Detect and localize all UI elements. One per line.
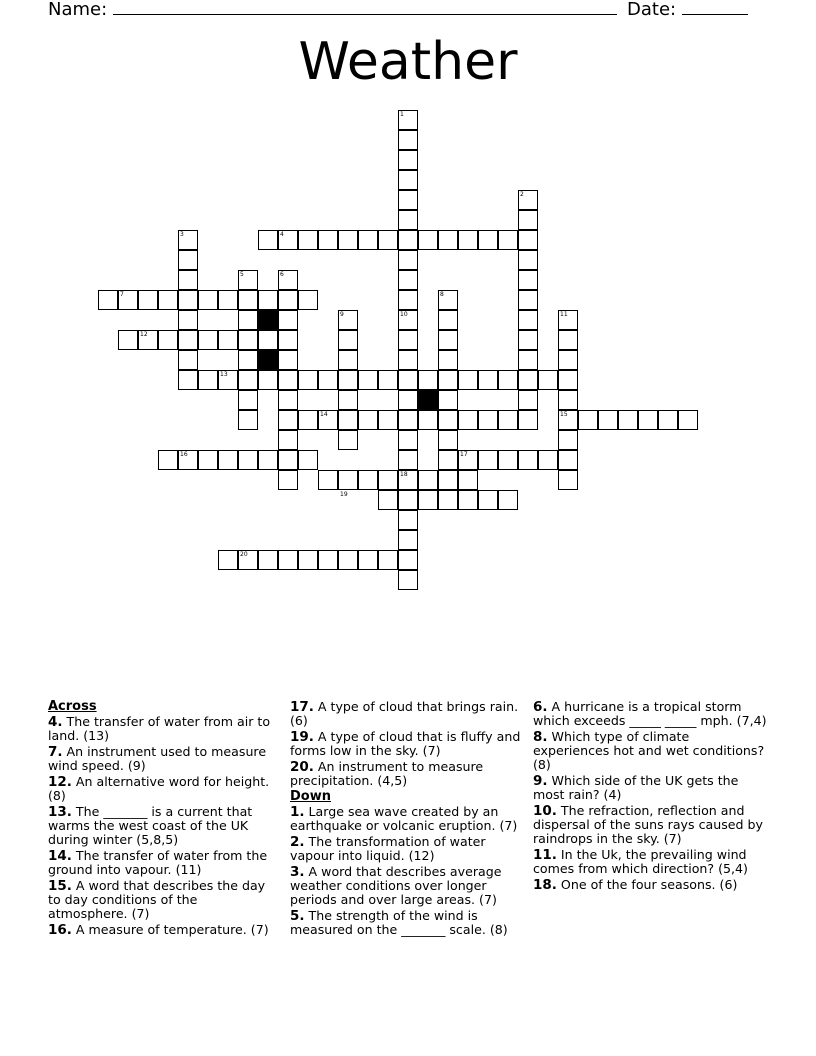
grid-cell[interactable]	[678, 410, 698, 430]
grid-cell[interactable]	[558, 330, 578, 350]
grid-cell[interactable]	[438, 390, 458, 410]
clue-number: 8.	[533, 729, 548, 745]
grid-cell[interactable]	[398, 490, 418, 510]
grid-cell[interactable]	[338, 370, 358, 390]
grid-cell[interactable]	[258, 290, 278, 310]
grid-cell[interactable]	[438, 410, 458, 430]
grid-cell[interactable]	[458, 490, 478, 510]
grid-cell[interactable]	[438, 450, 458, 470]
clue-number: 14.	[48, 848, 72, 864]
grid-cell[interactable]	[278, 550, 298, 570]
grid-cell[interactable]	[398, 190, 418, 210]
grid-cell[interactable]	[398, 170, 418, 190]
grid-cell[interactable]	[558, 370, 578, 390]
grid-cell[interactable]	[518, 450, 538, 470]
grid-cell[interactable]	[338, 550, 358, 570]
grid-cell[interactable]	[558, 470, 578, 490]
clue-item	[290, 909, 526, 937]
grid-cell[interactable]	[358, 410, 378, 430]
clue-text: An instrument used to measure wind speed. (9)	[48, 744, 267, 773]
grid-cell[interactable]	[518, 350, 538, 370]
clue-text: A word that describes the day to day conditions of the atmosphere. (7)	[48, 878, 266, 921]
clue-number: 17.	[290, 699, 314, 715]
grid-cell[interactable]	[358, 470, 378, 490]
clue-text: A word that describes average weather conditions over longer periods and over large areas. (7)	[290, 864, 502, 907]
grid-cell[interactable]	[518, 230, 538, 250]
grid-cell[interactable]	[398, 570, 418, 590]
grid-cell[interactable]	[398, 230, 418, 250]
clue-number-16: 16	[180, 451, 188, 458]
grid-cell[interactable]	[258, 450, 278, 470]
clue-item	[48, 923, 280, 937]
grid-cell[interactable]	[178, 330, 198, 350]
clue-text: Which side of the UK gets the most rain? (4)	[533, 773, 739, 802]
grid-cell[interactable]	[238, 370, 258, 390]
clue-number-18: 18	[400, 471, 408, 478]
clue-number: 7.	[48, 744, 63, 760]
clue-item	[48, 805, 280, 847]
grid-cell[interactable]	[178, 290, 198, 310]
grid-cell[interactable]	[438, 330, 458, 350]
grid-cell[interactable]	[298, 410, 318, 430]
clue-text: Large sea wave created by an earthquake or volcanic eruption. (7)	[290, 804, 518, 833]
grid-cell[interactable]	[338, 350, 358, 370]
grid-cell[interactable]	[398, 130, 418, 150]
grid-cell[interactable]	[558, 430, 578, 450]
grid-cell[interactable]	[398, 510, 418, 530]
grid-cell[interactable]	[178, 370, 198, 390]
grid-cell[interactable]	[218, 450, 238, 470]
clue-number-7: 7	[120, 291, 124, 298]
grid-cell[interactable]	[358, 550, 378, 570]
grid-cell[interactable]	[438, 490, 458, 510]
grid-cell[interactable]	[218, 290, 238, 310]
grid-cell[interactable]	[498, 410, 518, 430]
clue-text: One of the four seasons. (6)	[556, 877, 738, 892]
grid-cell[interactable]	[398, 250, 418, 270]
grid-cell[interactable]	[398, 150, 418, 170]
clues-column-2	[290, 700, 526, 939]
date-label: Date:	[627, 0, 677, 20]
grid-cell[interactable]	[518, 290, 538, 310]
grid-cell[interactable]	[478, 370, 498, 390]
grid-cell[interactable]	[258, 370, 278, 390]
clue-number: 13.	[48, 804, 72, 820]
grid-cell[interactable]	[518, 310, 538, 330]
clue-number: 10.	[533, 803, 557, 819]
grid-cell[interactable]	[418, 410, 438, 430]
grid-cell[interactable]	[238, 330, 258, 350]
grid-cell[interactable]	[178, 270, 198, 290]
clue-number: 4.	[48, 714, 63, 730]
grid-cell[interactable]	[398, 450, 418, 470]
grid-cell[interactable]	[238, 450, 258, 470]
clue-item	[533, 774, 769, 802]
clue-text: A type of cloud that brings rain. (6)	[290, 699, 519, 728]
grid-cell[interactable]	[98, 290, 118, 310]
grid-cell[interactable]	[518, 410, 538, 430]
clue-number-20: 20	[240, 551, 248, 558]
across-heading: Across	[48, 699, 97, 714]
clue-item	[48, 745, 280, 773]
grid-cell[interactable]	[178, 310, 198, 330]
clue-number-8: 8	[440, 291, 444, 298]
clue-text: The strength of the wind is measured on the _______ scale. (8)	[290, 908, 508, 937]
grid-cell[interactable]	[518, 270, 538, 290]
clue-number-6: 6	[280, 271, 284, 278]
clue-item	[290, 835, 526, 863]
clue-number-5: 5	[240, 271, 244, 278]
clue-number: 5.	[290, 908, 305, 924]
grid-cell[interactable]	[418, 370, 438, 390]
clue-item	[533, 878, 769, 892]
black-square	[418, 390, 438, 410]
grid-cell[interactable]	[318, 230, 338, 250]
down-clue-list-continued	[533, 700, 769, 892]
clue-number: 16.	[48, 922, 72, 938]
clue-text: The _______ is a current that warms the west coast of the UK during winter (5,8,5)	[48, 804, 253, 847]
clue-number: 18.	[533, 877, 557, 893]
clue-item	[290, 805, 526, 833]
grid-cell[interactable]	[458, 470, 478, 490]
grid-cell[interactable]	[278, 330, 298, 350]
grid-cell[interactable]	[658, 410, 678, 430]
grid-cell[interactable]	[438, 470, 458, 490]
grid-cell[interactable]	[398, 430, 418, 450]
grid-cell[interactable]	[278, 370, 298, 390]
clue-item	[533, 730, 769, 772]
grid-cell[interactable]	[318, 470, 338, 490]
clue-number-3: 3	[180, 231, 184, 238]
grid-cell[interactable]	[438, 310, 458, 330]
name-label: Name:	[48, 0, 108, 20]
clue-number: 6.	[533, 699, 548, 715]
grid-cell[interactable]	[478, 490, 498, 510]
grid-cell[interactable]	[458, 410, 478, 430]
grid-cell[interactable]	[518, 390, 538, 410]
grid-cell[interactable]	[278, 450, 298, 470]
grid-cell[interactable]	[478, 230, 498, 250]
grid-cell[interactable]	[198, 450, 218, 470]
clue-text: A type of cloud that is fluffy and forms low in the sky. (7)	[290, 729, 521, 758]
grid-cell[interactable]	[598, 410, 618, 430]
grid-cell[interactable]	[558, 350, 578, 370]
grid-cell[interactable]	[298, 370, 318, 390]
grid-cell[interactable]	[438, 350, 458, 370]
down-clue-list	[290, 805, 526, 937]
grid-cell[interactable]	[158, 450, 178, 470]
grid-cell[interactable]	[618, 410, 638, 430]
clue-number-2: 2	[520, 191, 524, 198]
grid-cell[interactable]	[338, 470, 358, 490]
grid-cell[interactable]	[398, 550, 418, 570]
grid-cell[interactable]	[518, 330, 538, 350]
grid-cell[interactable]	[198, 290, 218, 310]
clue-text: The transfer of water from the ground into vapour. (11)	[48, 848, 268, 877]
clue-number: 9.	[533, 773, 548, 789]
clue-item	[533, 804, 769, 846]
grid-cell[interactable]	[178, 350, 198, 370]
grid-cell[interactable]	[558, 390, 578, 410]
grid-cell[interactable]	[418, 490, 438, 510]
grid-cell[interactable]	[518, 210, 538, 230]
grid-cell[interactable]	[338, 410, 358, 430]
grid-cell[interactable]	[398, 330, 418, 350]
clue-number-12: 12	[140, 331, 148, 338]
clue-number: 2.	[290, 834, 305, 850]
grid-cell[interactable]	[278, 350, 298, 370]
grid-cell[interactable]	[338, 330, 358, 350]
grid-cell[interactable]	[238, 310, 258, 330]
clue-number: 3.	[290, 864, 305, 880]
grid-cell[interactable]	[298, 450, 318, 470]
clue-item	[290, 760, 526, 788]
grid-cell[interactable]	[278, 290, 298, 310]
clue-text: The refraction, reflection and dispersal of the suns rays caused by raindrops in the sky. (7)	[533, 803, 763, 846]
grid-cell[interactable]	[498, 450, 518, 470]
page-title: Weather	[298, 32, 518, 92]
grid-cell[interactable]	[278, 390, 298, 410]
clue-text: The transformation of water vapour into liquid. (12)	[290, 834, 486, 863]
grid-cell[interactable]	[398, 270, 418, 290]
grid-cell[interactable]	[238, 350, 258, 370]
clue-item	[533, 848, 769, 876]
clue-item	[533, 700, 769, 728]
grid-cell[interactable]	[158, 330, 178, 350]
grid-cell[interactable]	[358, 370, 378, 390]
grid-cell[interactable]	[378, 550, 398, 570]
grid-cell[interactable]	[458, 230, 478, 250]
black-square	[258, 310, 278, 330]
grid-cell[interactable]	[338, 430, 358, 450]
clue-item	[290, 700, 526, 728]
clue-text: In the Uk, the prevailing wind comes from which direction? (5,4)	[533, 847, 748, 876]
clue-number-14: 14	[320, 411, 328, 418]
clue-number-1: 1	[400, 111, 404, 118]
grid-cell[interactable]	[378, 410, 398, 430]
grid-cell[interactable]	[218, 330, 238, 350]
grid-cell[interactable]	[498, 370, 518, 390]
clue-item	[290, 730, 526, 758]
clue-number: 19.	[290, 729, 314, 745]
grid-cell[interactable]	[418, 470, 438, 490]
clue-item	[48, 775, 280, 803]
grid-cell[interactable]	[378, 230, 398, 250]
grid-cell[interactable]	[438, 430, 458, 450]
grid-cell[interactable]	[478, 450, 498, 470]
grid-cell[interactable]	[198, 330, 218, 350]
grid-cell[interactable]	[418, 230, 438, 250]
grid-cell[interactable]	[398, 210, 418, 230]
grid-cell[interactable]	[258, 330, 278, 350]
clue-number-17: 17	[460, 451, 468, 458]
clue-number-9: 9	[340, 311, 344, 318]
grid-cell[interactable]	[338, 230, 358, 250]
grid-cell[interactable]	[298, 290, 318, 310]
clue-text: An alternative word for height. (8)	[48, 774, 270, 803]
grid-cell[interactable]	[278, 470, 298, 490]
grid-cell[interactable]	[398, 530, 418, 550]
clue-item	[48, 715, 280, 743]
grid-cell[interactable]	[318, 550, 338, 570]
clue-text: An instrument to measure precipitation. (4,5)	[290, 759, 484, 788]
grid-cell[interactable]	[198, 370, 218, 390]
grid-cell[interactable]	[578, 410, 598, 430]
grid-cell[interactable]	[538, 370, 558, 390]
clue-number-19: 19	[340, 491, 348, 498]
grid-cell[interactable]	[238, 290, 258, 310]
grid-cell[interactable]	[518, 250, 538, 270]
grid-cell[interactable]	[638, 410, 658, 430]
grid-cell[interactable]	[278, 430, 298, 450]
clue-item	[48, 849, 280, 877]
grid-cell[interactable]	[298, 550, 318, 570]
clue-item	[290, 865, 526, 907]
clue-number-4: 4	[280, 231, 284, 238]
grid-cell[interactable]	[378, 370, 398, 390]
clue-number-11: 11	[560, 311, 568, 318]
grid-cell[interactable]	[218, 550, 238, 570]
clue-number: 12.	[48, 774, 72, 790]
clue-text: Which type of climate experiences hot and wet conditions? (8)	[533, 729, 765, 772]
grid-cell[interactable]	[238, 390, 258, 410]
grid-cell[interactable]	[338, 390, 358, 410]
clue-item	[48, 879, 280, 921]
clue-text: A hurricane is a tropical storm which exceeds _____ _____ mph. (7,4)	[533, 699, 767, 728]
grid-cell[interactable]	[398, 290, 418, 310]
grid-cell[interactable]	[118, 330, 138, 350]
clue-number: 1.	[290, 804, 305, 820]
grid-cell[interactable]	[298, 230, 318, 250]
clue-number-13: 13	[220, 371, 228, 378]
clue-number: 15.	[48, 878, 72, 894]
grid-cell[interactable]	[318, 370, 338, 390]
grid-cell[interactable]	[458, 370, 478, 390]
grid-cell[interactable]	[498, 490, 518, 510]
grid-cell[interactable]	[558, 450, 578, 470]
grid-cell[interactable]	[138, 290, 158, 310]
clue-text: A measure of temperature. (7)	[71, 922, 269, 937]
grid-cell[interactable]	[398, 350, 418, 370]
clue-text: The transfer of water from air to land. (13)	[48, 714, 271, 743]
grid-cell[interactable]	[238, 410, 258, 430]
grid-cell[interactable]	[398, 370, 418, 390]
across-clue-list	[48, 715, 280, 937]
grid-cell[interactable]	[178, 250, 198, 270]
grid-cell[interactable]	[498, 230, 518, 250]
clues-column-1	[48, 700, 280, 939]
grid-cell[interactable]	[378, 470, 398, 490]
grid-cell[interactable]	[478, 410, 498, 430]
grid-cell[interactable]	[278, 410, 298, 430]
grid-cell[interactable]	[258, 550, 278, 570]
grid-cell[interactable]	[358, 230, 378, 250]
grid-cell[interactable]	[438, 230, 458, 250]
grid-cell[interactable]	[158, 290, 178, 310]
down-heading: Down	[290, 789, 331, 804]
grid-cell[interactable]	[258, 230, 278, 250]
grid-cell[interactable]	[378, 490, 398, 510]
grid-cell[interactable]	[538, 450, 558, 470]
grid-cell[interactable]	[518, 370, 538, 390]
grid-cell[interactable]	[398, 410, 418, 430]
across-clue-list-continued	[290, 700, 526, 788]
clue-number: 11.	[533, 847, 557, 863]
black-square	[258, 350, 278, 370]
clue-number-10: 10	[400, 311, 408, 318]
clues-column-3	[533, 700, 769, 894]
clue-number-15: 15	[560, 411, 568, 418]
grid-cell[interactable]	[438, 370, 458, 390]
grid-cell[interactable]	[398, 390, 418, 410]
grid-cell[interactable]	[278, 310, 298, 330]
clue-number: 20.	[290, 759, 314, 775]
